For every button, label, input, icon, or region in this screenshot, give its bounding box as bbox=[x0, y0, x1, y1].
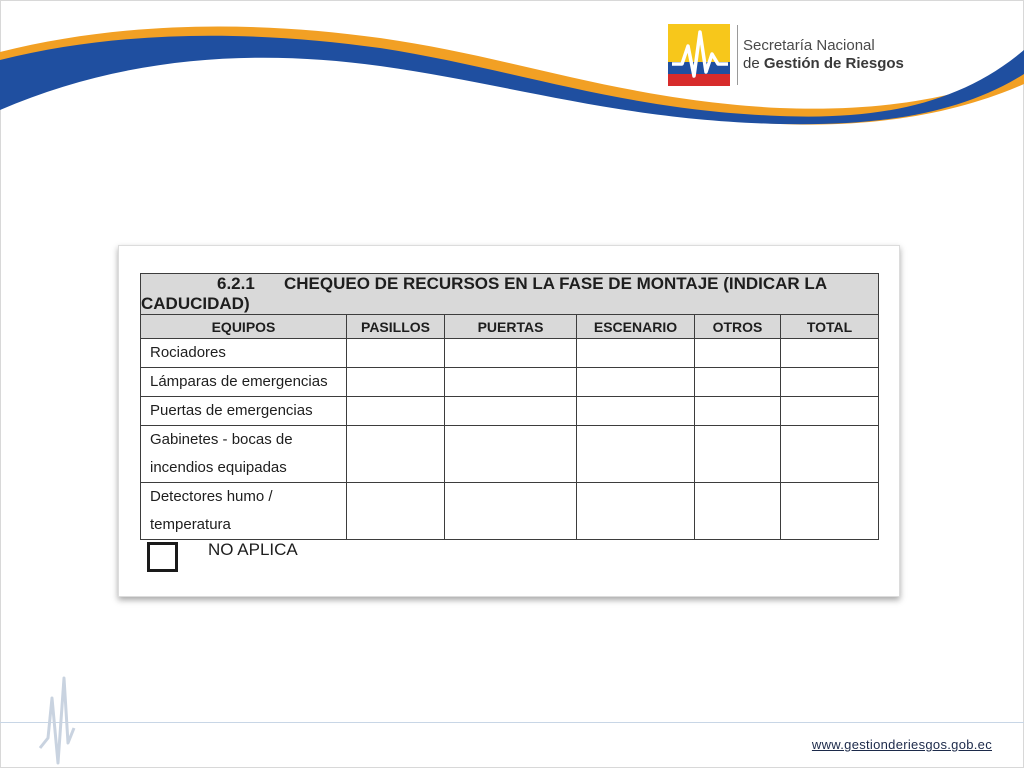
table-cell[interactable] bbox=[695, 483, 781, 540]
table-cell[interactable] bbox=[445, 339, 577, 368]
table-cell[interactable] bbox=[445, 368, 577, 397]
table-cell[interactable] bbox=[577, 368, 695, 397]
table-cell[interactable] bbox=[695, 339, 781, 368]
row-label-line2: incendios equipadas bbox=[150, 459, 287, 476]
column-header: EQUIPOS bbox=[141, 315, 347, 339]
table-row bbox=[141, 397, 879, 426]
table-cell[interactable] bbox=[347, 397, 445, 426]
table-cell[interactable] bbox=[781, 426, 879, 483]
column-header: TOTAL bbox=[781, 315, 879, 339]
footer-divider bbox=[0, 722, 1024, 723]
column-header: ESCENARIO bbox=[577, 315, 695, 339]
row-label: Puertas de emergencias bbox=[141, 397, 347, 426]
row-label-line2: temperatura bbox=[150, 516, 231, 533]
row-label: Rociadores bbox=[141, 339, 347, 368]
table-cell[interactable] bbox=[577, 339, 695, 368]
table-cell[interactable] bbox=[347, 368, 445, 397]
row-label-line1: Detectores humo / bbox=[150, 488, 273, 505]
logo-mark-icon bbox=[668, 24, 730, 86]
table-cell[interactable] bbox=[695, 397, 781, 426]
table-cell[interactable] bbox=[347, 483, 445, 540]
table-cell[interactable] bbox=[445, 397, 577, 426]
sngr-logo bbox=[668, 24, 904, 86]
row-label bbox=[141, 483, 347, 540]
logo-org-line2-prefix: de bbox=[743, 55, 764, 72]
no-aplica-checkbox[interactable] bbox=[147, 542, 178, 572]
table-title-row bbox=[141, 274, 879, 315]
logo-org-line1: Secretaría Nacional bbox=[743, 37, 875, 54]
table-cell[interactable] bbox=[445, 426, 577, 483]
website-link[interactable]: www.gestionderiesgos.gob.ec bbox=[811, 737, 992, 752]
logo-text bbox=[743, 37, 904, 73]
table-row bbox=[141, 483, 879, 540]
row-label-line1: Gabinetes - bocas de bbox=[150, 431, 293, 448]
row-label: Lámparas de emergencias bbox=[141, 368, 347, 397]
table-cell[interactable] bbox=[577, 397, 695, 426]
column-header: PUERTAS bbox=[445, 315, 577, 339]
table-title bbox=[141, 274, 879, 315]
table-row bbox=[141, 339, 879, 368]
table-cell[interactable] bbox=[695, 426, 781, 483]
logo-separator bbox=[737, 25, 738, 85]
no-aplica-label: NO APLICA bbox=[208, 540, 298, 559]
table-cell[interactable] bbox=[781, 368, 879, 397]
table-row bbox=[141, 426, 879, 483]
section-number: 6.2.1 bbox=[217, 274, 255, 293]
table-cell[interactable] bbox=[347, 426, 445, 483]
table-cell[interactable] bbox=[577, 483, 695, 540]
table-header-row bbox=[141, 315, 879, 339]
form-card bbox=[118, 245, 900, 597]
table-cell[interactable] bbox=[577, 426, 695, 483]
table-cell[interactable] bbox=[781, 483, 879, 540]
section-title: CHEQUEO DE RECURSOS EN LA FASE DE MONTAJE (INDICAR LA CADUCIDAD) bbox=[141, 274, 827, 313]
table-cell[interactable] bbox=[781, 339, 879, 368]
table-cell[interactable] bbox=[445, 483, 577, 540]
table-cell[interactable] bbox=[347, 339, 445, 368]
table-cell[interactable] bbox=[781, 397, 879, 426]
logo-org-line2 bbox=[743, 55, 904, 73]
logo-org-line2-bold: Gestión de Riesgos bbox=[763, 55, 904, 72]
row-label bbox=[141, 426, 347, 483]
footer-pulse-watermark-icon bbox=[38, 668, 78, 768]
column-header: OTROS bbox=[695, 315, 781, 339]
table-cell[interactable] bbox=[695, 368, 781, 397]
no-aplica-option bbox=[147, 542, 298, 572]
table-row bbox=[141, 368, 879, 397]
resource-check-table bbox=[140, 273, 879, 540]
column-header: PASILLOS bbox=[347, 315, 445, 339]
